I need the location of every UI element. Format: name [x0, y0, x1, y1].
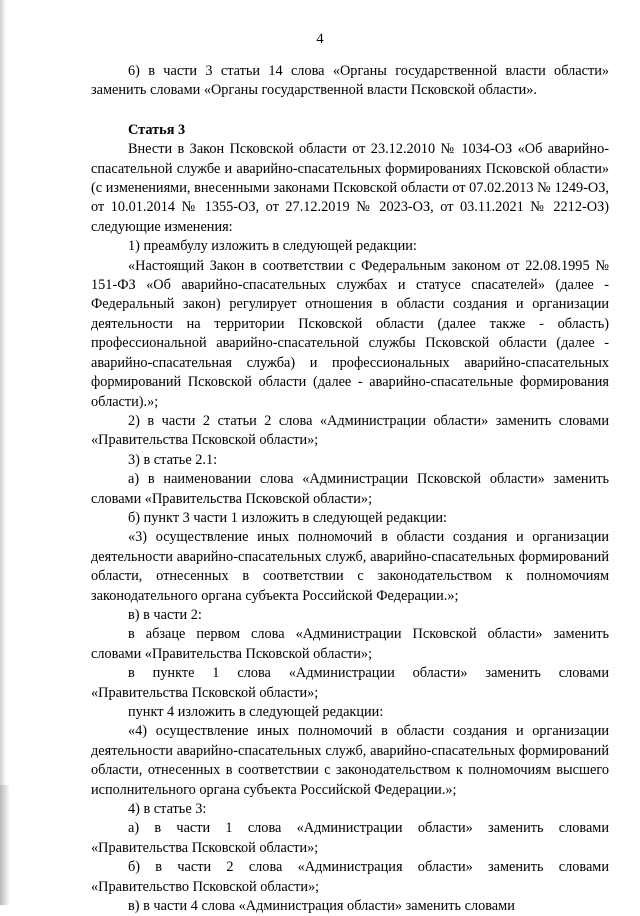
paragraph: а) в части 1 слова «Администрации области» заменить словами «Правительства Псковской области»;	[91, 820, 609, 856]
paragraph: в) в части 2:	[128, 606, 202, 623]
page-number: 4	[316, 31, 324, 47]
scan-edge-shadow	[0, 0, 6, 905]
paragraph: а) в наименовании слова «Администрации Псковской области» заменить словами «Правительства Псковской области»;	[91, 471, 609, 507]
paragraph: «3) осуществление иных полномочий в области создания и организации деятельности аварийно-спасательных служб, аварийно-спасательных формирований области, отнесенных в соответствии с законодательством к полномочиям законодательного органа субъекта Российской Федерации.»;	[91, 529, 609, 604]
document-body	[91, 62, 609, 916]
scan-corner-shadow	[0, 785, 10, 905]
paragraph: «Настоящий Закон в соответствии с Федеральным законом от 22.08.1995 № 151-ФЗ «Об аварийно-спасательных службах и статусе спасателей» (далее - Федеральный закон) регулирует отношения в области создания и организации деятельности на территории Псковской области (далее также - область) профессиональной аварийно-спасательной службы Псковской области (далее - аварийно-спасательная служба) и профессиональных аварийно-спасательных формирований Псковской области (далее - аварийно-спасательные формирования области).»;	[91, 257, 609, 410]
paragraph: «4) осуществление иных полномочий в области создания и организации деятельности аварийно-спасательных служб, аварийно-спасательных формирований области, отнесенных в соответствии с законодательством к полномочиям высшего исполнительного органа субъекта Российской Федерации.»;	[91, 723, 609, 798]
paragraph: 6) в части 3 статьи 14 слова «Органы государственной власти области» заменить словами «Органы государственной власти Псковской области».	[91, 63, 609, 99]
paragraph: в) в части 4 слова «Администрация области» заменить словами	[128, 898, 515, 915]
article-heading: Статья 3	[128, 121, 186, 138]
paragraph: пункт 4 изложить в следующей редакции:	[128, 704, 384, 720]
paragraph: в абзаце первом слова «Администрации Псковской области» заменить словами «Правительства Псковской области»;	[91, 626, 609, 662]
paragraph: 3) в статье 2.1:	[128, 451, 218, 468]
paragraph: в пункте 1 слова «Администрации области» заменить словами «Правительства Псковской области»;	[91, 665, 609, 701]
paragraph: 4) в статье 3:	[128, 801, 207, 818]
paragraph: Внести в Закон Псковской области от 23.12.2010 № 1034-ОЗ «Об аварийно-спасательной службе и аварийно-спасательных формированиях Псковской области» (с изменениями, внесенными законами Псковской области от 07.02.2013 № 1249-ОЗ, от 10.01.2014 № 1355-ОЗ, от 27.12.2019 № 2023-ОЗ, от 03.11.2021 № 2212-ОЗ) следующие изменения:	[91, 141, 609, 235]
paragraph: 1) преамбулу изложить в следующей редакции:	[128, 238, 417, 255]
paragraph: б) пункт 3 части 1 изложить в следующей редакции:	[128, 509, 447, 526]
paragraph: 2) в части 2 статьи 2 слова «Администрации области» заменить словами «Правительства Псковской области»;	[91, 412, 609, 449]
paragraph: б) в части 2 слова «Администрация области» заменить словами «Правительство Псковской области»;	[91, 859, 609, 895]
